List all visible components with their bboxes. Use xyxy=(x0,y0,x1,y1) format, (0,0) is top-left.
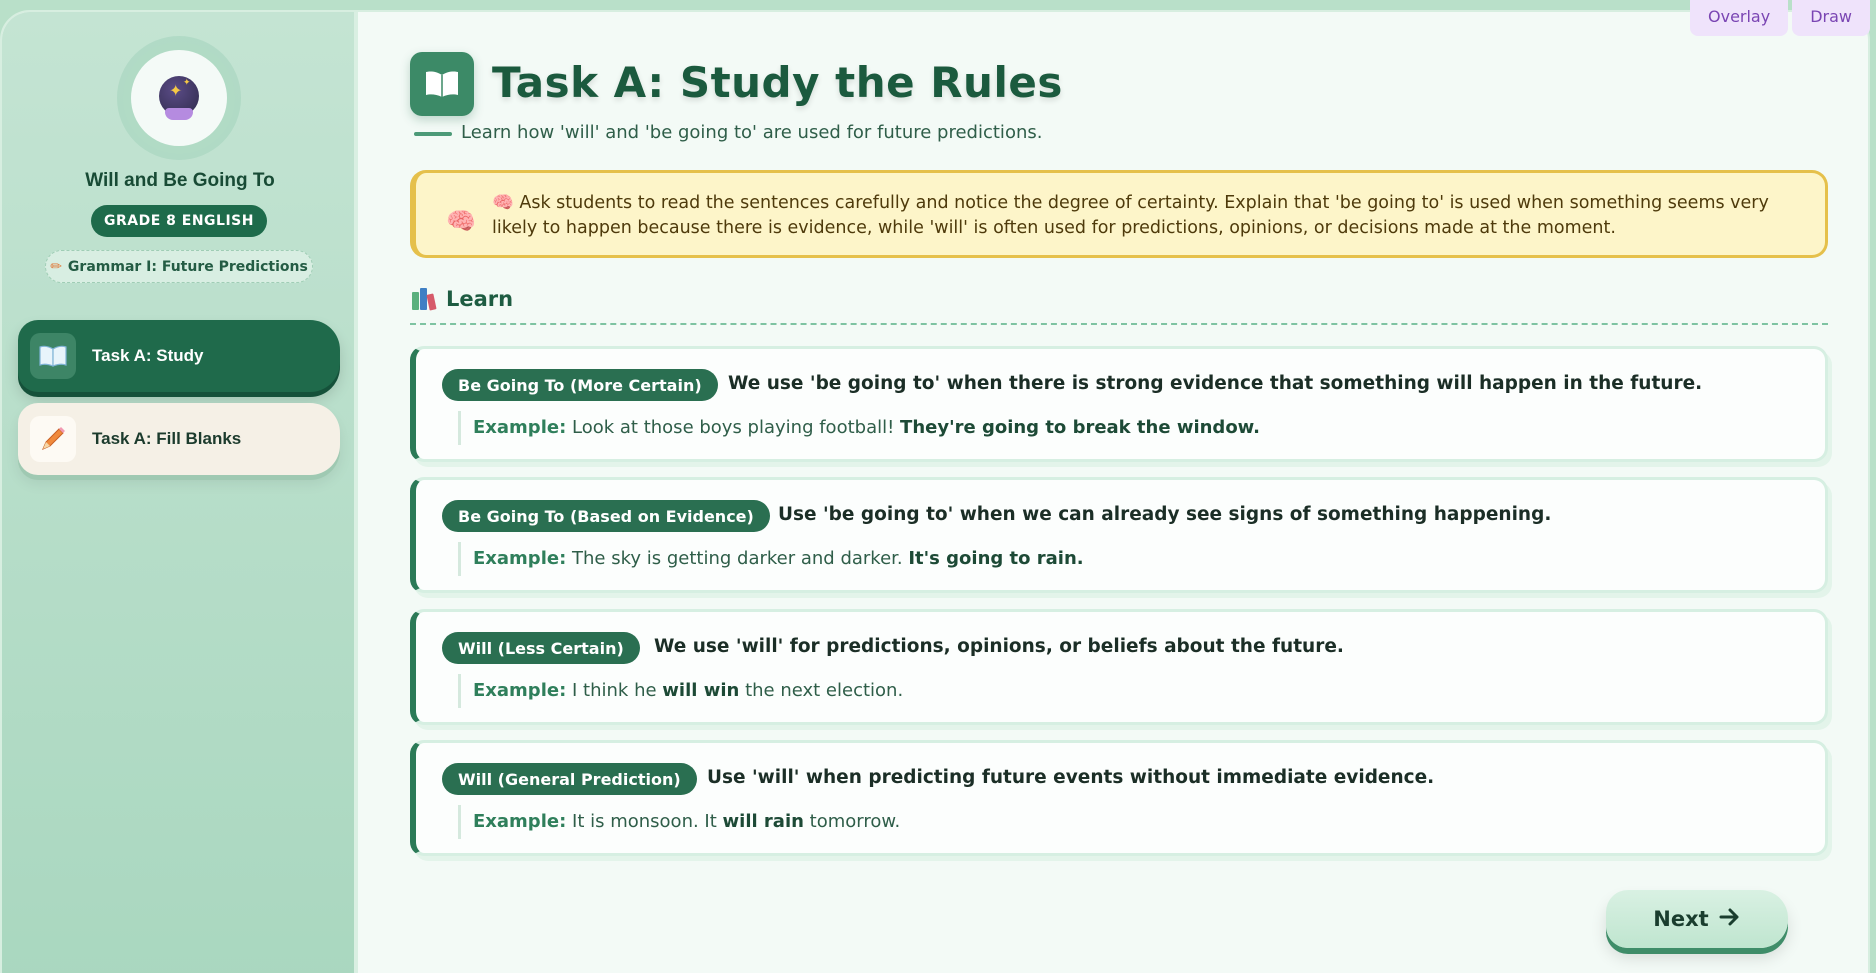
app-frame xyxy=(0,10,1870,973)
rule-example xyxy=(458,805,900,839)
example-highlight: It's going to rain. xyxy=(908,548,1084,569)
overlay-button[interactable]: Overlay xyxy=(1690,0,1788,36)
example-highlight: will rain xyxy=(722,811,804,832)
rule-example xyxy=(458,674,903,708)
example-lead: Example: xyxy=(473,548,567,569)
sidebar-item-label: Task A: Fill Blanks xyxy=(92,429,242,448)
example-text: The sky is getting darker and darker. xyxy=(572,548,903,569)
rule-example xyxy=(458,411,1260,445)
page-subtitle: Learn how 'will' and 'be going to' are used for future predictions. xyxy=(461,122,1043,143)
topic-chip xyxy=(45,250,313,283)
page-title: Task A: Study the Rules xyxy=(492,58,1063,107)
example-lead: Example: xyxy=(473,680,567,701)
pencil-icon xyxy=(30,416,76,462)
subtitle-accent xyxy=(414,132,452,136)
rule-card xyxy=(410,477,1828,593)
rule-text: Use 'will' when predicting future events without immediate evidence. xyxy=(707,767,1435,788)
rule-tag: Be Going To (More Certain) xyxy=(442,369,718,401)
rule-text: We use 'be going to' when there is strong evidence that something will happen in the future. xyxy=(728,373,1703,394)
avatar-ring xyxy=(123,42,235,154)
sidebar-item-label: Task A: Study xyxy=(92,346,204,365)
example-lead: Example: xyxy=(473,811,567,832)
section-label: Learn xyxy=(446,287,514,311)
rule-tag: Be Going To (Based on Evidence) xyxy=(442,500,770,532)
book-icon xyxy=(30,333,76,379)
example-highlight: will win xyxy=(662,680,740,701)
example-text: It is monsoon. It xyxy=(572,811,717,832)
example-text: Look at those boys playing football! xyxy=(572,417,895,438)
books-icon xyxy=(412,288,438,310)
rule-card xyxy=(410,609,1828,725)
crystal-ball-icon: ✦ ✦ xyxy=(159,76,199,120)
example-highlight: They're going to break the window. xyxy=(900,417,1260,438)
rule-card xyxy=(410,346,1828,462)
teacher-note xyxy=(410,170,1828,258)
rule-text: We use 'will' for predictions, opinions, or beliefs about the future. xyxy=(654,636,1344,657)
book-icon xyxy=(410,52,474,116)
rule-example xyxy=(458,542,1084,576)
rule-tag: Will (Less Certain) xyxy=(442,632,640,664)
section-header xyxy=(412,287,513,311)
section-divider xyxy=(410,323,1828,325)
next-button-label: Next xyxy=(1653,907,1709,931)
app-title: Will and Be Going To xyxy=(85,170,275,191)
sidebar-item-task-a-fill-blanks[interactable] xyxy=(18,403,340,475)
pencil-icon: ✏ xyxy=(50,258,62,275)
main-content xyxy=(410,12,1830,973)
example-text: I think he xyxy=(572,680,657,701)
grade-badge: GRADE 8 ENGLISH xyxy=(91,205,267,237)
example-lead: Example: xyxy=(473,417,567,438)
avatar xyxy=(131,50,227,146)
example-text-after: the next election. xyxy=(745,680,904,701)
example-text-after: tomorrow. xyxy=(809,811,901,832)
sidebar-item-task-a-study[interactable] xyxy=(18,320,340,392)
overlay-toolbar xyxy=(1690,0,1870,36)
rule-text: Use 'be going to' when we can already see signs of something happening. xyxy=(778,504,1552,525)
teacher-note-text: 🧠 Ask students to read the sentences carefully and notice the degree of certainty. Explain that 'be going to' is used when something seems very likely to happen because there is evidence, while 'will' is often used for predictions, opinions, or decisions made at the moment. xyxy=(492,193,1769,238)
next-button[interactable] xyxy=(1606,890,1788,948)
sidebar xyxy=(2,12,358,973)
topic-chip-label: Grammar I: Future Predictions xyxy=(67,258,308,275)
draw-button[interactable]: Draw xyxy=(1792,0,1870,36)
brain-icon: 🧠 xyxy=(446,207,476,235)
arrow-right-icon xyxy=(1719,907,1741,931)
rule-tag: Will (General Prediction) xyxy=(442,763,697,795)
rule-card xyxy=(410,740,1828,856)
